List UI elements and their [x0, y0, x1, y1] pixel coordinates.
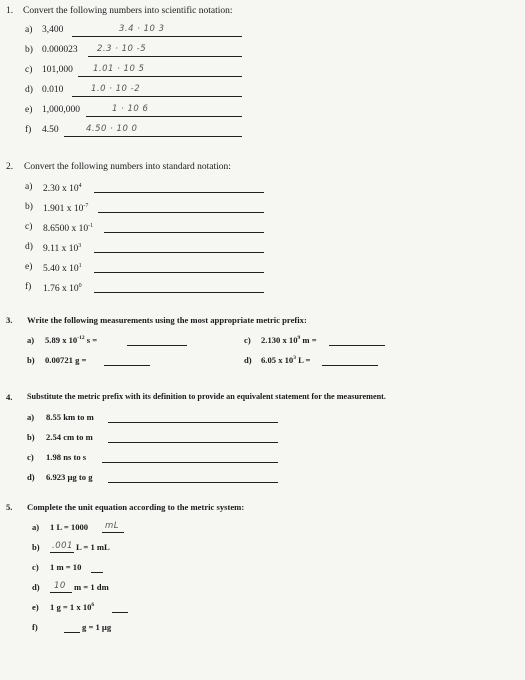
answer-line[interactable]	[98, 212, 264, 213]
item-text: g = 1 µg	[82, 622, 112, 632]
item-text: 6.923 µg to g	[46, 472, 93, 482]
answer-line[interactable]	[94, 192, 264, 193]
item-text: 2.54 cm to m	[46, 432, 93, 442]
item-text: 5.89 x $10^{-12}$ s =	[45, 335, 98, 345]
answer-line[interactable]	[50, 592, 72, 593]
handwritten-answer: 1.0 · 10 -2	[91, 84, 141, 94]
answer-line[interactable]	[94, 272, 264, 273]
item-label: f)	[25, 125, 32, 135]
answer-line[interactable]	[102, 532, 124, 533]
item-label: c)	[25, 65, 33, 75]
item-label: c)	[244, 335, 251, 345]
answer-line[interactable]	[104, 365, 150, 366]
item-text: 2.30 x $10^4$	[43, 183, 82, 195]
handwritten-answer: mL	[105, 521, 120, 531]
item-label: c)	[25, 222, 33, 232]
item-label: b)	[25, 202, 33, 212]
question-number: 4.	[6, 392, 13, 402]
item-text: 1.98 ns to s	[46, 452, 87, 462]
item-text: 8.6500 x $10^{-1}$	[43, 223, 94, 235]
item-text: 3,400	[42, 25, 64, 35]
item-label: d)	[32, 582, 40, 592]
item-text: 6.05 x $10^3$ L =	[261, 355, 311, 365]
handwritten-answer: 2.3 · 10 -5	[97, 44, 147, 54]
question-prompt: Substitute the metric prefix with its definition to provide an equivalent statement for the measurement.	[27, 392, 386, 401]
item-text: 4.50	[42, 125, 59, 135]
item-label: d)	[25, 85, 33, 95]
item-label: a)	[27, 335, 35, 345]
item-text: 5.40 x $10^1$	[43, 263, 82, 275]
answer-line[interactable]	[94, 292, 264, 293]
item-label: e)	[25, 262, 33, 272]
item-label: b)	[32, 542, 40, 552]
item-label: d)	[25, 242, 33, 252]
answer-line[interactable]	[88, 56, 242, 57]
answer-line[interactable]	[91, 572, 103, 573]
answer-line[interactable]	[102, 462, 278, 463]
answer-line[interactable]	[329, 345, 385, 346]
item-text: 1 L = 1000	[50, 522, 89, 532]
item-text: 0.00721 g =	[45, 355, 87, 365]
item-label: e)	[32, 602, 39, 612]
item-label: f)	[32, 622, 38, 632]
handwritten-answer: 10	[54, 581, 66, 591]
question-prompt: Complete the unit equation according to the metric system:	[27, 502, 245, 512]
item-label: a)	[32, 522, 40, 532]
answer-line[interactable]	[94, 252, 264, 253]
answer-line[interactable]	[64, 632, 80, 633]
answer-line[interactable]	[72, 36, 242, 37]
handwritten-answer: 3.4 · 10 3	[119, 24, 165, 34]
question-number: 5.	[6, 502, 13, 512]
item-label: e)	[25, 105, 33, 115]
item-text: 2.130 x $10^9$ m =	[261, 335, 317, 345]
item-text: m = 1 dm	[74, 582, 109, 592]
item-label: b)	[25, 45, 33, 55]
item-label: f)	[25, 282, 32, 292]
handwritten-answer: .001	[52, 541, 73, 551]
answer-line[interactable]	[108, 442, 278, 443]
answer-line[interactable]	[64, 136, 242, 137]
item-text: 9.11 x $10^3$	[43, 243, 82, 255]
item-label: a)	[25, 25, 33, 35]
item-label: b)	[27, 432, 35, 442]
question-prompt: Convert the following numbers into standard notation:	[24, 162, 231, 172]
item-text: 1.901 x $10^{-7}$	[43, 203, 89, 215]
answer-line[interactable]	[78, 76, 242, 77]
answer-line[interactable]	[86, 116, 242, 117]
item-text: 0.000023	[42, 45, 78, 55]
answer-line[interactable]	[104, 232, 264, 233]
item-text: 1,000,000	[42, 105, 80, 115]
answer-line[interactable]	[72, 96, 242, 97]
item-text: 1 m = 10	[50, 562, 82, 572]
item-label: c)	[32, 562, 39, 572]
answer-line[interactable]	[127, 345, 187, 346]
item-text: 8.55 km to m	[46, 412, 94, 422]
answer-line[interactable]	[50, 552, 74, 553]
question-number: 2.	[6, 162, 14, 172]
item-label: a)	[25, 182, 33, 192]
handwritten-answer: 1 · 10 6	[112, 104, 149, 114]
question-number: 3.	[6, 315, 13, 325]
item-text: 1.76 x $10^0$	[43, 283, 82, 295]
question-number: 1.	[6, 6, 14, 16]
item-text: 1 g = 1 x $10^6$	[50, 602, 95, 612]
answer-line[interactable]	[108, 482, 278, 483]
question-prompt: Convert the following numbers into scientific notation:	[23, 6, 233, 16]
answer-line[interactable]	[108, 422, 278, 423]
item-label: c)	[27, 452, 34, 462]
item-text: 0.010	[42, 85, 64, 95]
handwritten-answer: 1.01 · 10 5	[93, 64, 145, 74]
item-label: a)	[27, 412, 35, 422]
item-text: 101,000	[42, 65, 73, 75]
answer-line[interactable]	[112, 612, 128, 613]
handwritten-answer: 4.50 · 10 0	[86, 124, 138, 134]
item-label: d)	[244, 355, 252, 365]
item-label: b)	[27, 355, 35, 365]
question-prompt: Write the following measurements using the most appropriate metric prefix:	[27, 315, 307, 325]
answer-line[interactable]	[322, 365, 378, 366]
item-text: L = 1 mL	[76, 542, 110, 552]
item-label: d)	[27, 472, 35, 482]
